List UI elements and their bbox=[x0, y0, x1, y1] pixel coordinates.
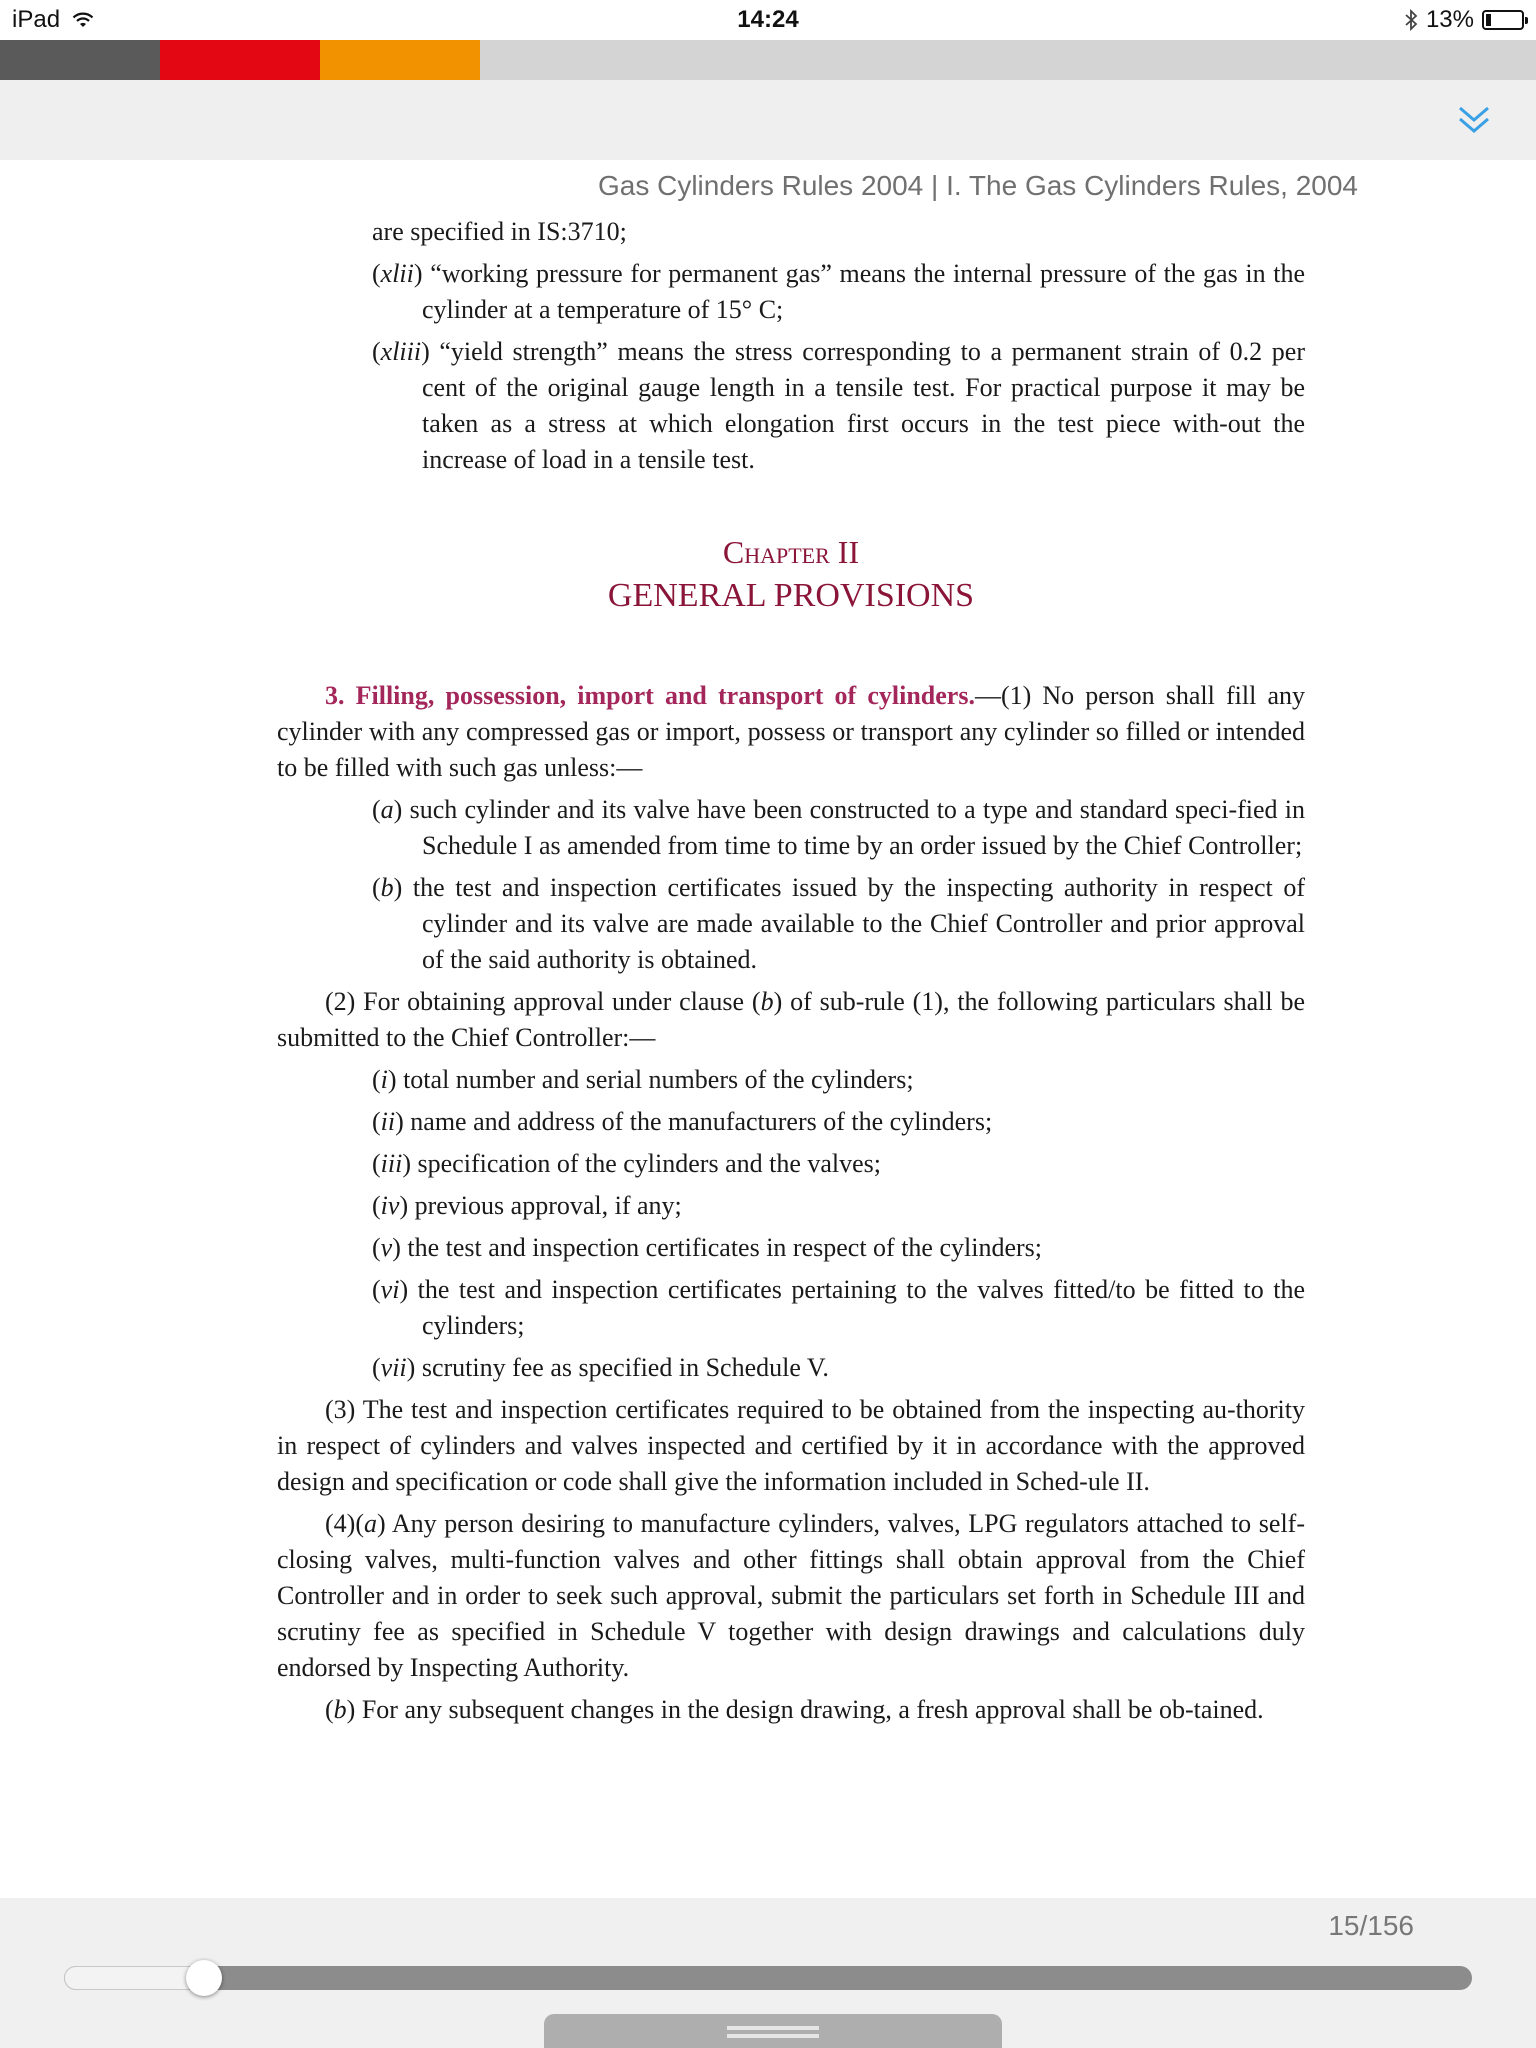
drawer-handle[interactable] bbox=[544, 2014, 1002, 2048]
page-slider-progress bbox=[64, 1966, 204, 1990]
chapter-title: GENERAL PROVISIONS bbox=[607, 577, 975, 614]
tab-color-1[interactable] bbox=[0, 40, 160, 80]
page-indicator: 15/156 bbox=[1328, 1910, 1414, 1941]
subrule-4b: (b) For any subsequent changes in the design drawing, a fresh approval shall be ob-tained. bbox=[325, 1695, 1264, 1724]
subrule-3: (3) The test and inspection certificates required to be obtained from the inspecting au-thority in respect of cylinders and valves inspected and certified by it in accordance with the approved design and specification or code shall give the information included in Sched-ule II. bbox=[277, 1395, 1305, 1496]
grip-icon bbox=[727, 2026, 819, 2030]
list-item: (vi) the test and inspection certificates pertaining to the valves fitted/to be fitted to the cylinders; bbox=[372, 1275, 1305, 1340]
document-page bbox=[277, 214, 1305, 1734]
subrule-4a: (4)(a) Any person desiring to manufacture cylinders, valves, LPG regulators attached to self-closing valves, multi-function valves and other fittings shall obtain approval from the Chief Controller and in order to seek such approval, submit the particulars set forth in Schedule III and scrutiny fee as specified in Schedule V together with design drawings and calculations duly endorsed by Inspecting Authority. bbox=[277, 1509, 1305, 1682]
definition-xliii: (xliii) “yield strength” means the stress corresponding to a permanent strain of 0.2 per cent of the original gauge length in a tensile test. For practical purpose it may be taken as a stress at which elongation first occurs in the test piece with-out the increase of load in a tensile test. bbox=[372, 337, 1305, 474]
double-chevron-down-icon bbox=[1457, 105, 1491, 135]
list-item: (i) total number and serial numbers of the cylinders; bbox=[372, 1065, 914, 1094]
battery-percent: 13% bbox=[1425, 6, 1474, 33]
list-item: (v) the test and inspection certificates in respect of the cylinders; bbox=[372, 1233, 1042, 1262]
definition-xlii: (xlii) “working pressure for permanent gas” means the internal pressure of the gas in the cylinder at a temperature of 15° C; bbox=[372, 259, 1305, 324]
clock: 14:24 bbox=[737, 6, 799, 33]
status-bar bbox=[0, 0, 1536, 40]
page-slider-thumb[interactable] bbox=[186, 1960, 222, 1996]
continued-line: are specified in IS:3710; bbox=[372, 217, 627, 246]
bluetooth-icon bbox=[1404, 8, 1418, 32]
list-item: (iv) previous approval, if any; bbox=[372, 1191, 682, 1220]
page-slider-track[interactable] bbox=[64, 1966, 1472, 1990]
section-heading: 3. Filling, possession, import and transport of cylinders. bbox=[325, 681, 975, 710]
list-item: (iii) specification of the cylinders and the valves; bbox=[372, 1149, 882, 1178]
color-tab-bar bbox=[0, 40, 1536, 80]
collapse-button[interactable] bbox=[1444, 90, 1504, 150]
tab-color-3[interactable] bbox=[320, 40, 480, 80]
section-3-intro: 3. Filling, possession, import and transport of cylinders.—(1) No person shall fill any cylinder with any compressed gas or import, possess or transport any cylinder so filled or intended to be filled with such gas unless:— bbox=[277, 681, 1305, 782]
battery-icon bbox=[1482, 10, 1524, 30]
list-item: (vii) scrutiny fee as specified in Schedule V. bbox=[372, 1353, 829, 1382]
chapter-heading bbox=[277, 530, 1305, 618]
running-head: Gas Cylinders Rules 2004 | I. The Gas Cylinders Rules, 2004 bbox=[597, 170, 1358, 201]
list-item: (ii) name and address of the manufacturers of the cylinders; bbox=[372, 1107, 993, 1136]
status-right bbox=[1404, 6, 1524, 34]
clause-a: (a) such cylinder and its valve have been constructed to a type and standard speci-fied in Schedule I as amended from time to time by an order issued by the Chief Controller; bbox=[372, 795, 1305, 860]
tab-color-2[interactable] bbox=[160, 40, 320, 80]
chapter-label: Chapter II bbox=[722, 534, 860, 570]
reader-footer bbox=[0, 1898, 1536, 2048]
clause-b: (b) the test and inspection certificates issued by the inspecting authority in respect of cylinder and its valve are made available to the Chief Controller and prior approval of the said authority is obtained. bbox=[372, 873, 1305, 974]
device-label: iPad bbox=[12, 6, 61, 33]
reader-header bbox=[0, 80, 1536, 160]
subrule-2: (2) For obtaining approval under clause (b) of sub-rule (1), the following particulars shall be submitted to the Chief Controller:— bbox=[277, 987, 1305, 1052]
